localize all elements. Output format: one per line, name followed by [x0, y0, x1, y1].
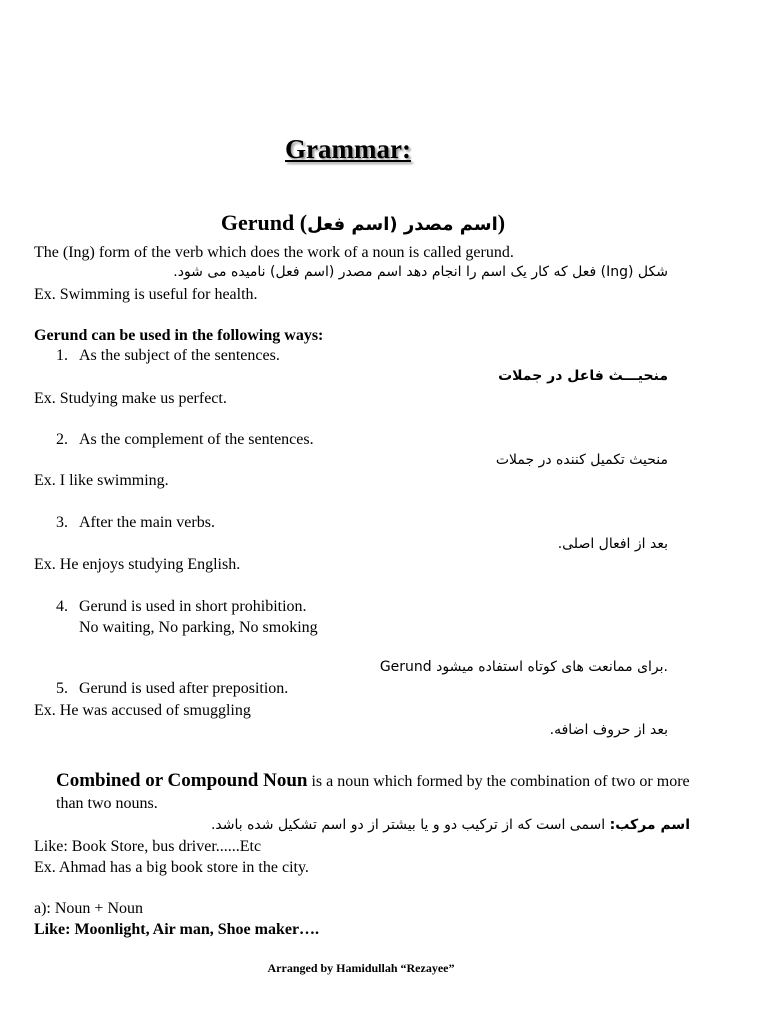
way-4-number: 4. [56, 598, 68, 615]
compound-noun-text: is a noun which formed by the combination of two or more than two nouns. [56, 773, 690, 812]
way-5-text: Gerund is used after preposition. [79, 680, 289, 697]
way-2-example: Ex. I like swimming. [34, 472, 169, 489]
way-4-examples: No waiting, No parking, No smoking [79, 619, 318, 636]
gerund-heading-close: ) [497, 210, 506, 235]
gerund-heading [0, 210, 726, 236]
compound-noun-fa-label: اسم مرکب: [609, 817, 690, 833]
way-5-example: Ex. He was accused of smuggling [34, 702, 251, 719]
compound-noun-fa-text: اسمی است که از ترکیب دو و یا بیشتر از دو اسم تشکیل شده باشد. [210, 817, 610, 833]
way-4-text: Gerund is used in short prohibition. [79, 598, 307, 615]
way-3-text: After the main verbs. [79, 514, 215, 531]
gerund-example: Ex. Swimming is useful for health. [34, 286, 258, 303]
compound-example: Ex. Ahmad has a big book store in the city. [34, 859, 309, 876]
way-5-number: 5. [56, 680, 68, 697]
way-3-fa: بعد از افعال اصلی. [557, 536, 668, 552]
way-2-text: As the complement of the sentences. [79, 431, 314, 448]
pattern-a: a): Noun + Noun [34, 900, 144, 917]
ways-heading: Gerund can be used in the following ways: [34, 327, 324, 344]
way-5-fa: بعد از حروف اضافه. [549, 722, 668, 738]
gerund-heading-fa: اسم مصدر (اسم فعل [307, 214, 498, 235]
compound-noun-fa [211, 815, 690, 835]
way-1-text: As the subject of the sentences. [79, 347, 280, 364]
compound-noun-term: Combined or Compound Noun [56, 770, 308, 791]
compound-like-line: Like: Book Store, bus driver......Etc [34, 838, 262, 855]
compound-noun-definition [56, 770, 696, 815]
gerund-definition-en: The (Ing) form of the verb which does the work of a noun is called gerund. [34, 244, 514, 261]
way-3-example: Ex. He enjoys studying English. [34, 556, 241, 573]
footer-credit: Arranged by Hamidullah “Rezayee” [267, 961, 455, 975]
way-1-fa: منحیـــث فاعل در جملات [498, 368, 668, 384]
way-3-number: 3. [56, 514, 68, 531]
gerund-definition-fa: شکل (Ing) فعل که کار یک اسم را انجام دهد اسم مصدر (اسم فعل) نامیده می شود. [173, 264, 668, 280]
way-1-example: Ex. Studying make us perfect. [34, 390, 227, 407]
pattern-a-like: Like: Moonlight, Air man, Shoe maker…. [34, 921, 320, 938]
page-title: Grammar: [285, 134, 411, 164]
way-1-number: 1. [56, 347, 68, 364]
way-2-fa: منحیث تکمیل کننده در جملات [495, 452, 668, 468]
way-4-fa: Gerund برای ممانعت های کوتاه استفاده میشود. [379, 659, 668, 675]
way-2-number: 2. [56, 431, 68, 448]
gerund-heading-en: Gerund ( [220, 210, 308, 235]
